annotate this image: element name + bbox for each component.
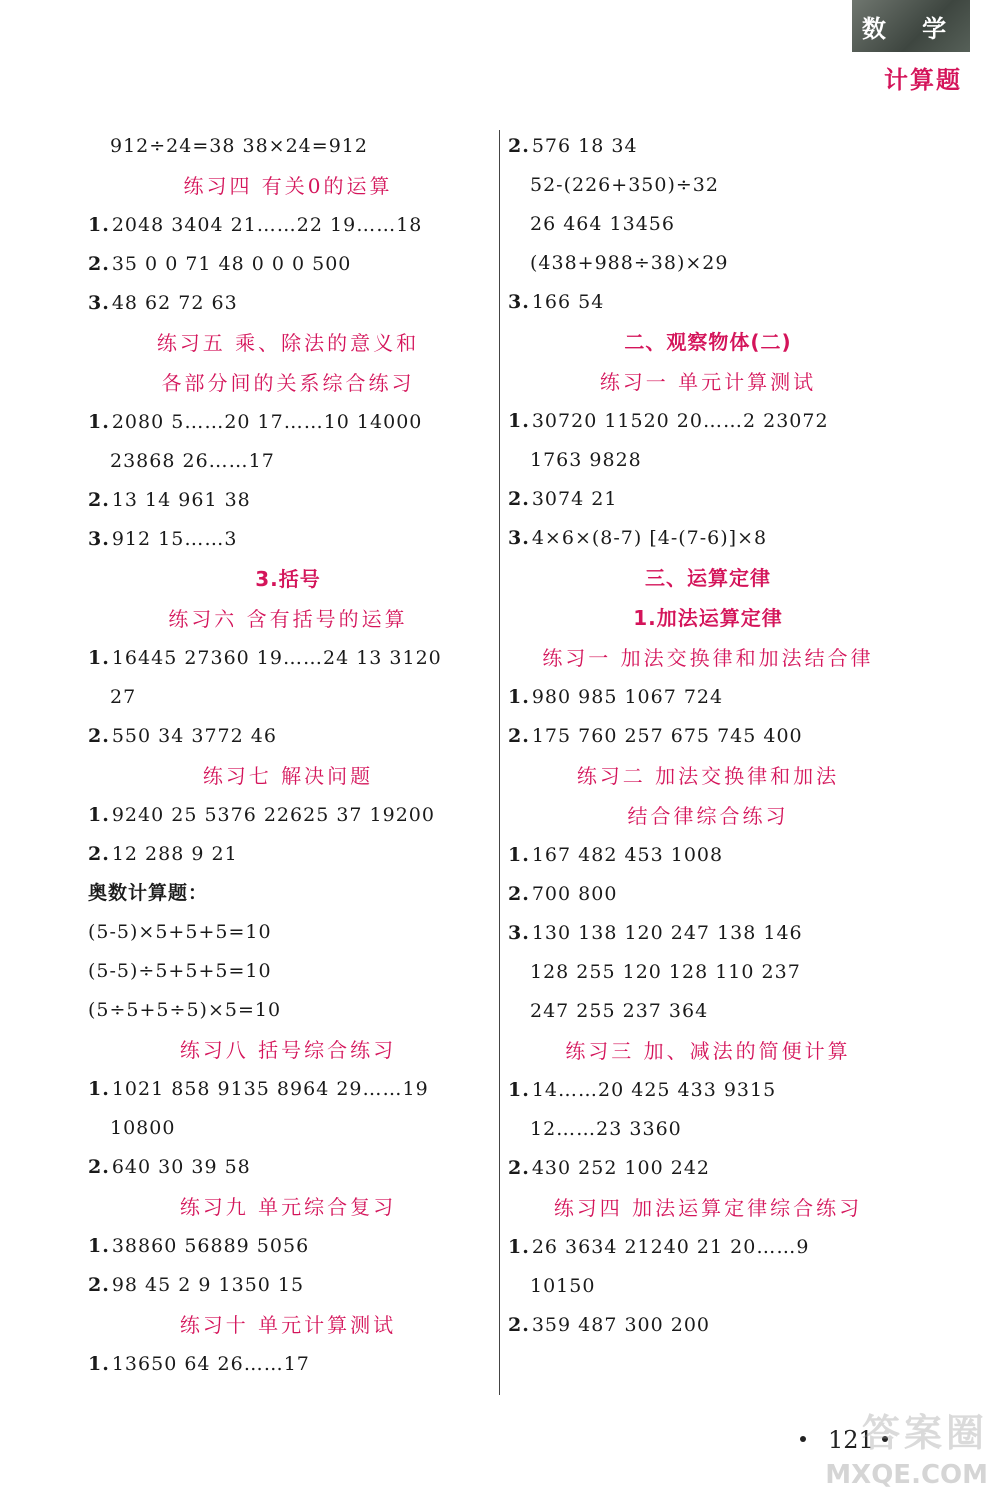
answer-line [508, 1267, 908, 1306]
section-heading: 二、观察物体(二) [624, 330, 792, 354]
question-number: 2. [88, 725, 110, 747]
answer-text: 247 255 237 364 [530, 1000, 709, 1022]
section-heading: 练习四 有关0的运算 [183, 174, 393, 198]
answer-line [508, 244, 908, 283]
answer-line [508, 992, 908, 1031]
page-dot-left [800, 1436, 806, 1442]
answer-text: 27 [110, 686, 137, 708]
section-heading: 各部分间的关系综合练习 [161, 371, 415, 395]
section-heading: 练习七 解决问题 [202, 764, 374, 788]
answer-text: 359 487 300 200 [531, 1314, 711, 1336]
answer-line [508, 953, 908, 992]
answer-line [88, 796, 488, 835]
question-number: 2. [88, 1274, 110, 1296]
answer-text: 1021 858 9135 8964 29……19 [111, 1078, 429, 1100]
answer-text: (438+988÷38)×29 [530, 252, 729, 274]
answer-line [88, 284, 488, 323]
answer-text: 26 464 13456 [530, 213, 675, 235]
answer-line [508, 519, 908, 558]
question-number: 1. [88, 1078, 110, 1100]
question-number: 1. [508, 410, 530, 432]
answer-text: 912÷24=38 38×24=912 [110, 135, 368, 157]
answer-line [88, 245, 488, 284]
question-number: 2. [508, 725, 530, 747]
section-heading: 练习二 加法交换律和加法 [576, 764, 840, 788]
answer-text: 12……23 3360 [530, 1118, 682, 1140]
answer-line [508, 875, 908, 914]
question-number: 2. [88, 253, 110, 275]
answer-line [508, 441, 908, 480]
section-heading: 练习八 括号综合练习 [179, 1038, 397, 1062]
answer-text: 3074 21 [531, 488, 618, 510]
answer-text: 2080 5……20 17……10 14000 [111, 411, 423, 433]
section-heading: 三、运算定律 [645, 566, 771, 590]
question-number: 1. [88, 214, 110, 236]
section-heading: 3.括号 [255, 567, 321, 591]
question-number: 3. [508, 922, 530, 944]
answer-line [508, 836, 908, 875]
answer-line [508, 205, 908, 244]
answer-line [88, 874, 488, 913]
question-number: 2. [88, 489, 110, 511]
answer-text: 10800 [110, 1117, 176, 1139]
answer-line [508, 1306, 908, 1345]
answer-text: 12 288 9 21 [111, 843, 238, 865]
question-number: 1. [88, 1235, 110, 1257]
question-number: 1. [88, 804, 110, 826]
answer-line [88, 442, 488, 481]
answer-text: 175 760 257 675 745 400 [531, 725, 803, 747]
question-number: 2. [88, 1156, 110, 1178]
section-subtitle: 计算题 [884, 66, 962, 94]
answer-text: 98 45 2 9 1350 15 [111, 1274, 305, 1296]
right-column [508, 127, 908, 1345]
answer-line [508, 1228, 908, 1267]
answer-line [508, 480, 908, 519]
left-column [88, 127, 488, 1384]
answer-text: 576 18 34 [531, 135, 638, 157]
question-number: 2. [508, 135, 530, 157]
section-heading: 练习一 加法交换律和加法结合律 [542, 646, 874, 670]
answer-text: 38860 56889 5056 [111, 1235, 310, 1257]
section-heading: 结合律综合练习 [627, 804, 789, 828]
answer-line [88, 678, 488, 717]
answer-line [88, 835, 488, 874]
answer-text: (5-5)×5+5+5=10 [88, 921, 272, 943]
answer-text: 10150 [530, 1275, 596, 1297]
answer-text: 700 800 [531, 883, 618, 905]
answer-text: 640 30 39 58 [111, 1156, 251, 1178]
answer-text: 30720 11520 20……2 23072 [531, 410, 829, 432]
question-number: 3. [88, 292, 110, 314]
answer-text: 16445 27360 19……24 13 3120 [111, 647, 442, 669]
section-heading: 练习五 乘、除法的意义和 [156, 331, 420, 355]
answer-text: (5-5)÷5+5+5=10 [88, 960, 272, 982]
answer-text: 26 3634 21240 21 20……9 [531, 1236, 810, 1258]
answer-line [88, 127, 488, 166]
answer-line [88, 206, 488, 245]
subject-badge [852, 0, 970, 52]
answer-text: 128 255 120 128 110 237 [530, 961, 801, 983]
answer-line [508, 1110, 908, 1149]
answer-line [508, 1071, 908, 1110]
answer-line [88, 520, 488, 559]
answer-text: 23868 26……17 [110, 450, 275, 472]
question-number: 1. [88, 647, 110, 669]
answer-text: 980 985 1067 724 [531, 686, 724, 708]
answer-text: 14……20 425 433 9315 [531, 1079, 777, 1101]
answer-line [88, 717, 488, 756]
answer-text: 430 252 100 242 [531, 1157, 711, 1179]
question-number: 1. [508, 1236, 530, 1258]
answer-text: 166 54 [531, 291, 605, 313]
answer-line [88, 1148, 488, 1187]
answer-line [88, 1109, 488, 1148]
answer-text: 48 62 72 63 [111, 292, 238, 314]
question-number: 2. [88, 843, 110, 865]
answer-line [88, 1070, 488, 1109]
answer-line [508, 678, 908, 717]
answer-line [88, 403, 488, 442]
section-heading: 练习一 单元计算测试 [599, 370, 817, 394]
section-heading: 练习十 单元计算测试 [179, 1313, 397, 1337]
watermark-logo: 答案圈 [861, 1411, 988, 1455]
answer-line [508, 166, 908, 205]
answer-text: 130 138 120 247 138 146 [531, 922, 803, 944]
answer-line [88, 481, 488, 520]
watermark-url: MXQE.COM [825, 1460, 988, 1490]
answer-line [508, 283, 908, 322]
answer-line [508, 914, 908, 953]
question-number: 3. [88, 528, 110, 550]
section-heading: 练习三 加、减法的简便计算 [565, 1039, 851, 1063]
answer-text: 52-(226+350)÷32 [530, 174, 719, 196]
answer-text: 1763 9828 [530, 449, 642, 471]
answer-text: 35 0 0 71 48 0 0 0 500 [111, 253, 352, 275]
answer-line [88, 913, 488, 952]
answer-line [508, 402, 908, 441]
question-number: 1. [88, 1353, 110, 1375]
answer-text: 550 34 3772 46 [111, 725, 277, 747]
section-heading: 1.加法运算定律 [633, 606, 783, 630]
answer-text: 2048 3404 21……22 19……18 [111, 214, 423, 236]
question-number: 1. [508, 1079, 530, 1101]
answer-line [88, 1345, 488, 1384]
answer-text: (5÷5+5÷5)×5=10 [88, 999, 282, 1021]
section-heading: 练习四 加法运算定律综合练习 [553, 1196, 863, 1220]
answer-line [88, 639, 488, 678]
answer-line [508, 127, 908, 166]
answer-line [88, 952, 488, 991]
question-number: 2. [508, 1314, 530, 1336]
question-number: 2. [508, 488, 530, 510]
answer-text: 167 482 453 1008 [531, 844, 724, 866]
answer-text: 奥数计算题： [88, 882, 209, 904]
answer-line [88, 1227, 488, 1266]
answer-line [88, 991, 488, 1030]
question-number: 1. [508, 844, 530, 866]
page-number: 121 [828, 1426, 874, 1454]
answer-text: 13 14 961 38 [111, 489, 251, 511]
question-number: 1. [508, 686, 530, 708]
section-heading: 练习九 单元综合复习 [179, 1195, 397, 1219]
answer-text: 912 15……3 [111, 528, 238, 550]
answer-line [508, 717, 908, 756]
answer-line [508, 1149, 908, 1188]
column-divider [499, 130, 500, 1395]
answer-text: 13650 64 26……17 [111, 1353, 310, 1375]
section-heading: 练习六 含有括号的运算 [168, 607, 408, 631]
answer-line [88, 1266, 488, 1305]
question-number: 3. [508, 527, 530, 549]
subject-label: 数 学 [861, 14, 961, 43]
question-number: 2. [508, 1157, 530, 1179]
answer-text: 4×6×(8-7) [4-(7-6)]×8 [531, 527, 768, 549]
answer-text: 9240 25 5376 22625 37 19200 [111, 804, 435, 826]
question-number: 3. [508, 291, 530, 313]
question-number: 2. [508, 883, 530, 905]
question-number: 1. [88, 411, 110, 433]
